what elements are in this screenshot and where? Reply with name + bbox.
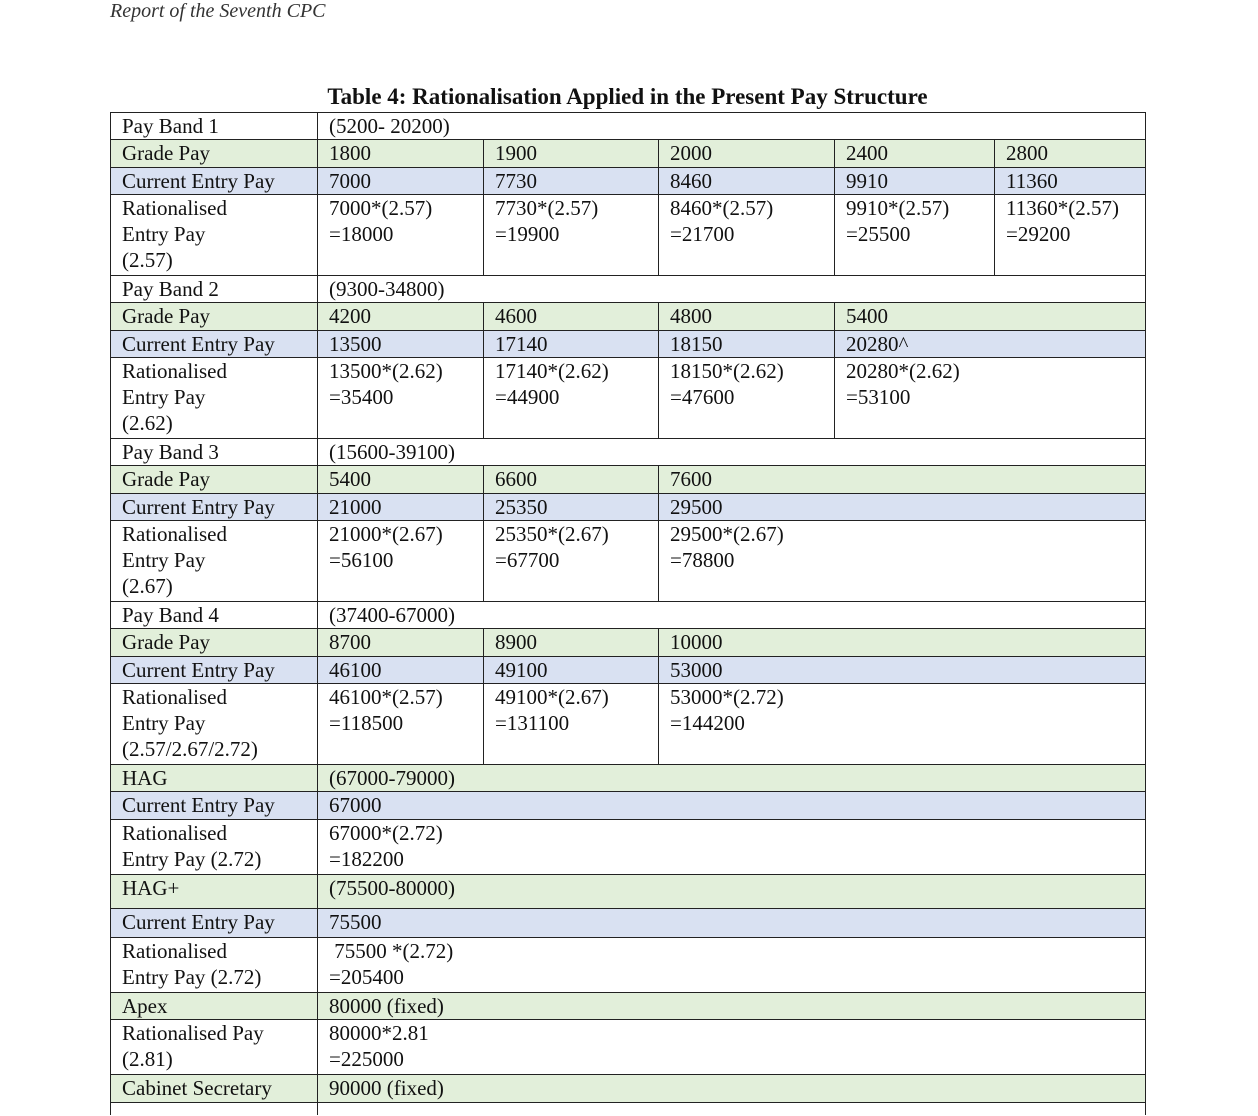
table-row — [111, 765, 1146, 792]
cell-line: (2.81) — [122, 1047, 173, 1071]
cell-text: Grade Pay — [122, 630, 211, 654]
cell-text: (67000-79000) — [329, 766, 455, 790]
cell-line: =19900 — [495, 222, 560, 246]
cell-text: HAG — [122, 766, 168, 790]
table-row — [111, 113, 1146, 140]
cell-line: Rationalised — [122, 359, 227, 383]
row-label — [111, 494, 318, 521]
row-label — [111, 1020, 318, 1075]
row-label — [111, 140, 318, 168]
cell-text: 25350 — [495, 495, 548, 519]
cell-line: =35400 — [329, 385, 394, 409]
cell-line: =18000 — [329, 222, 394, 246]
cell-text: 53000 — [670, 658, 723, 682]
table-row — [111, 1075, 1146, 1103]
table-cell — [659, 358, 835, 439]
table-row — [111, 303, 1146, 331]
cell-line: 8460*(2.57) — [670, 196, 774, 220]
cell-line: =225000 — [329, 1047, 404, 1071]
cell-line: 46100*(2.57) — [329, 685, 443, 709]
table-cell — [318, 303, 484, 331]
cell-text: 5400 — [329, 467, 371, 491]
cell-line: 80000*2.81 — [329, 1021, 429, 1045]
row-label — [111, 684, 318, 765]
table-cell — [835, 303, 1146, 331]
cell-text: Grade Pay — [122, 467, 211, 491]
cell-line: 7730*(2.57) — [495, 196, 599, 220]
row-label — [111, 466, 318, 494]
cell-text: 5400 — [846, 304, 888, 328]
table-cell — [318, 521, 484, 602]
table-cell — [318, 657, 484, 684]
cell-line: 11360*(2.57) — [1006, 196, 1119, 220]
table-cell — [835, 331, 1146, 358]
cell-text: Pay Band 1 — [122, 114, 219, 138]
row-label — [111, 602, 318, 629]
cell-text: Current Entry Pay — [122, 332, 275, 356]
table-cell — [659, 494, 1146, 521]
cell-text: 4200 — [329, 304, 371, 328]
cell-line: =53100 — [846, 385, 911, 409]
table-cell — [318, 466, 484, 494]
cell-line: (2.62) — [122, 411, 173, 435]
cell-text: 6600 — [495, 467, 537, 491]
table-cell — [995, 195, 1146, 276]
row-label — [111, 909, 318, 938]
table-row — [111, 602, 1146, 629]
cell-line: 49100*(2.67) — [495, 685, 609, 709]
cell-text: 21000 — [329, 495, 382, 519]
table-cell — [659, 684, 1146, 765]
row-label — [111, 113, 318, 140]
table-row — [111, 792, 1146, 820]
table-cell — [484, 466, 659, 494]
page-header: Report of the Seventh CPC — [110, 0, 326, 22]
table-cell — [318, 820, 1146, 875]
cell-line: =144200 — [670, 711, 745, 735]
cell-line: 13500*(2.62) — [329, 359, 443, 383]
cell-line: 53000*(2.72) — [670, 685, 784, 709]
cell-text: Grade Pay — [122, 141, 211, 165]
cell-line: Entry Pay (2.72) — [122, 965, 262, 989]
cell-text: 75500 — [329, 910, 382, 934]
row-label — [111, 168, 318, 195]
cell-line: =131100 — [495, 711, 570, 735]
table-cell — [484, 195, 659, 276]
row-label — [111, 331, 318, 358]
table-row — [111, 195, 1146, 276]
table-row — [111, 993, 1146, 1020]
cell-text: HAG+ — [122, 876, 180, 900]
row-label — [111, 792, 318, 820]
cell-text: 17140 — [495, 332, 548, 356]
cell-line: 18150*(2.62) — [670, 359, 784, 383]
cell-text: 13500 — [329, 332, 382, 356]
table-cell — [318, 765, 1146, 792]
cell-line: =29200 — [1006, 222, 1071, 246]
cell-text: 80000 (fixed) — [329, 994, 444, 1018]
row-label — [111, 820, 318, 875]
cell-line: 67000*(2.72) — [329, 821, 443, 845]
row-label — [111, 657, 318, 684]
cell-text: 46100 — [329, 658, 382, 682]
cell-line: Entry Pay — [122, 222, 206, 246]
table-cell — [484, 303, 659, 331]
cell-line: =21700 — [670, 222, 735, 246]
cell-line: Entry Pay — [122, 385, 206, 409]
cell-text: 2000 — [670, 141, 712, 165]
cell-text: Apex — [122, 994, 168, 1018]
row-label — [111, 993, 318, 1020]
table-row — [111, 657, 1146, 684]
row-label — [111, 276, 318, 303]
cell-text: 8900 — [495, 630, 537, 654]
cell-line: =118500 — [329, 711, 404, 735]
cell-text: 4800 — [670, 304, 712, 328]
row-label — [111, 521, 318, 602]
cell-text: 2800 — [1006, 141, 1048, 165]
cell-text: (9300-34800) — [329, 277, 445, 301]
table-cell — [318, 1020, 1146, 1075]
row-label — [111, 439, 318, 466]
table-cell — [318, 1075, 1146, 1103]
table-cell — [659, 303, 835, 331]
table-row — [111, 875, 1146, 909]
cell-line: Entry Pay — [122, 711, 206, 735]
table-cell — [484, 629, 659, 657]
table-cell — [835, 140, 995, 168]
table-cell — [484, 331, 659, 358]
table-cell — [318, 602, 1146, 629]
table-row — [111, 938, 1146, 993]
cell-line: (2.57/2.67/2.72) — [122, 737, 258, 761]
table-cell — [318, 439, 1146, 466]
cell-text: Current Entry Pay — [122, 169, 275, 193]
cell-text: 4600 — [495, 304, 537, 328]
row-label — [111, 303, 318, 331]
table-cell — [318, 938, 1146, 993]
table-row — [111, 168, 1146, 195]
cell-line: =205400 — [329, 965, 404, 989]
table-cell — [659, 195, 835, 276]
table-cell — [484, 494, 659, 521]
cell-text: 1800 — [329, 141, 371, 165]
cell-text: 67000 — [329, 793, 382, 817]
cell-text: 18150 — [670, 332, 723, 356]
table-cell — [659, 629, 1146, 657]
cell-line: 75500 *(2.72) — [329, 939, 454, 963]
table-cell — [659, 168, 835, 195]
cell-line: Rationalised Pay — [122, 1021, 264, 1045]
table-cell — [318, 993, 1146, 1020]
cell-text: 20280^ — [846, 332, 909, 356]
table-row — [111, 820, 1146, 875]
cell-text: Current Entry Pay — [122, 658, 275, 682]
table-cell — [318, 629, 484, 657]
table-cell — [484, 684, 659, 765]
cell-text: 29500 — [670, 495, 723, 519]
cell-line: =44900 — [495, 385, 560, 409]
pay-structure-table — [110, 112, 1146, 1115]
table-cell — [318, 276, 1146, 303]
table-cell — [835, 358, 1146, 439]
cell-text: (5200- 20200) — [329, 114, 450, 138]
cell-text: 8460 — [670, 169, 712, 193]
table-row — [111, 140, 1146, 168]
cell-line: 25350*(2.67) — [495, 522, 609, 546]
table-row — [111, 1020, 1146, 1075]
table-cell — [484, 657, 659, 684]
table-cell — [318, 113, 1146, 140]
table-cell — [318, 140, 484, 168]
cell-line: =182200 — [329, 847, 404, 871]
table-row — [111, 684, 1146, 765]
row-label — [111, 765, 318, 792]
table-cell — [835, 195, 995, 276]
cell-line: 17140*(2.62) — [495, 359, 609, 383]
cell-line: =67700 — [495, 548, 560, 572]
table-cell — [484, 521, 659, 602]
table-cell — [484, 358, 659, 439]
table-cell — [659, 331, 835, 358]
table-cell — [318, 494, 484, 521]
table-row — [111, 629, 1146, 657]
cell-text: (15600-39100) — [329, 440, 455, 464]
table-title: Table 4: Rationalisation Applied in the Present Pay Structure — [327, 84, 928, 109]
table-row — [111, 276, 1146, 303]
cell-line: Rationalised — [122, 522, 227, 546]
cell-text: Cabinet Secretary — [122, 1076, 272, 1100]
cell-line: 21000*(2.67) — [329, 522, 443, 546]
table-cell — [995, 168, 1146, 195]
table-row — [111, 466, 1146, 494]
table-row — [111, 331, 1146, 358]
cell-line: (2.57) — [122, 248, 173, 272]
cell-text: 7600 — [670, 467, 712, 491]
cell-line: =47600 — [670, 385, 735, 409]
cell-text: 49100 — [495, 658, 548, 682]
cell-text: 1900 — [495, 141, 537, 165]
cell-text: Current Entry Pay — [122, 495, 275, 519]
table-cell — [318, 909, 1146, 938]
cell-text: 7000 — [329, 169, 371, 193]
table-cell — [659, 657, 1146, 684]
cell-text: Current Entry Pay — [122, 910, 275, 934]
table-cell — [835, 168, 995, 195]
table-cell — [318, 168, 484, 195]
table-cell — [318, 875, 1146, 909]
cell-text: Grade Pay — [122, 304, 211, 328]
table-cell — [484, 140, 659, 168]
cell-line: Rationalised — [122, 939, 227, 963]
cell-text: 11360 — [1006, 169, 1058, 193]
cell-text: 8700 — [329, 630, 371, 654]
cell-line: Rationalised — [122, 821, 227, 845]
cell-line: Entry Pay — [122, 548, 206, 572]
table-cell — [318, 684, 484, 765]
cell-line: 20280*(2.62) — [846, 359, 960, 383]
cell-text: 90000 (fixed) — [329, 1076, 444, 1100]
cell-text: 7730 — [495, 169, 537, 193]
row-label — [111, 195, 318, 276]
cell-text: 10000 — [670, 630, 723, 654]
cell-line: (2.67) — [122, 574, 173, 598]
cell-text: (75500-80000) — [329, 876, 455, 900]
table-row-cutoff — [111, 1103, 1146, 1115]
cell-text: Pay Band 4 — [122, 603, 219, 627]
row-label — [111, 938, 318, 993]
row-label — [111, 875, 318, 909]
cell-line: Rationalised — [122, 685, 227, 709]
cell-text: Current Entry Pay — [122, 793, 275, 817]
cell-line: =25500 — [846, 222, 911, 246]
table-cell — [318, 1103, 1146, 1115]
table-row — [111, 494, 1146, 521]
cell-text: Pay Band 3 — [122, 440, 219, 464]
cell-line: 29500*(2.67) — [670, 522, 784, 546]
cell-line: =56100 — [329, 548, 394, 572]
table-row — [111, 439, 1146, 466]
row-label — [111, 629, 318, 657]
table-cell — [111, 1103, 318, 1115]
cell-text: Pay Band 2 — [122, 277, 219, 301]
cell-line: =78800 — [670, 548, 735, 572]
table-row — [111, 358, 1146, 439]
table-cell — [659, 466, 1146, 494]
table-cell — [484, 168, 659, 195]
cell-text: 2400 — [846, 141, 888, 165]
table-cell — [318, 358, 484, 439]
cell-line: Rationalised — [122, 196, 227, 220]
row-label — [111, 358, 318, 439]
table-row — [111, 521, 1146, 602]
row-label — [111, 1075, 318, 1103]
table-cell — [318, 195, 484, 276]
table-row — [111, 909, 1146, 938]
cell-line: Entry Pay (2.72) — [122, 847, 262, 871]
table-cell — [659, 140, 835, 168]
table-cell — [659, 521, 1146, 602]
cell-line: 9910*(2.57) — [846, 196, 950, 220]
table-cell — [318, 331, 484, 358]
table-cell — [318, 792, 1146, 820]
cell-text: (37400-67000) — [329, 603, 455, 627]
cell-text: 9910 — [846, 169, 888, 193]
table-cell — [995, 140, 1146, 168]
cell-line: 7000*(2.57) — [329, 196, 433, 220]
